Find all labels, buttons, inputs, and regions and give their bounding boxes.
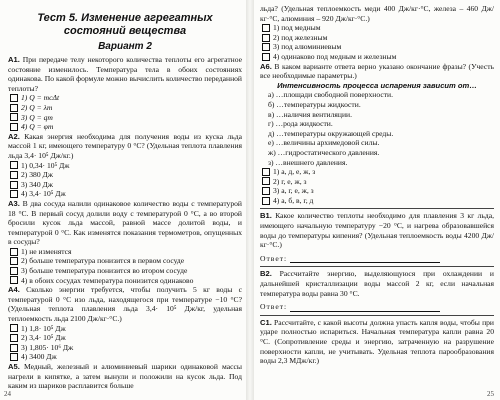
- checkbox[interactable]: [10, 123, 18, 131]
- option-label: 4) 3,4· 10⁵ Дж: [21, 189, 66, 199]
- checkbox[interactable]: [10, 161, 18, 169]
- checkbox[interactable]: [10, 334, 18, 342]
- option-a1-1[interactable]: [10, 93, 242, 103]
- checkbox[interactable]: [10, 257, 18, 265]
- list-item: д) …температуры окружающей среды.: [268, 128, 394, 138]
- answer-label: Ответ:: [260, 253, 288, 263]
- question-text: Медный, железный и алюминиевый шарики одинаковой массы нагрели в кипятке, а затем вынули и положили на кусок льда. Под каким из шариков расплавится больше: [8, 362, 242, 391]
- option-a3-2[interactable]: [10, 256, 242, 266]
- option-label: 4) в обоих сосудах температура понизится одинаково: [21, 275, 194, 285]
- checkbox[interactable]: [262, 34, 270, 42]
- divider: [260, 208, 494, 209]
- question-c1: [260, 318, 494, 366]
- checkbox[interactable]: [10, 324, 18, 332]
- checkbox[interactable]: [10, 353, 18, 361]
- option-label: 1) не изменятся: [21, 246, 72, 256]
- option-label: 3) под алюминиевым: [273, 42, 342, 52]
- divider: [260, 266, 494, 267]
- checkbox[interactable]: [262, 43, 270, 51]
- left-page: [0, 0, 246, 400]
- page-number: 25: [487, 390, 494, 398]
- option-a6-3[interactable]: [262, 186, 494, 196]
- checkbox[interactable]: [10, 248, 18, 256]
- option-label: 2) под железным: [273, 32, 328, 42]
- question-number: А5.: [8, 362, 20, 371]
- list-item: в) …наличия вентиляции.: [268, 109, 352, 119]
- option-a4-4[interactable]: [10, 352, 242, 362]
- page-number: 24: [4, 390, 11, 398]
- question-b2: [260, 269, 494, 298]
- checkbox[interactable]: [262, 177, 270, 185]
- option-label: 2) больше температура понизится в первом сосуде: [21, 256, 185, 266]
- checkbox[interactable]: [10, 181, 18, 189]
- option-label: 1) Q = mcΔt: [21, 93, 60, 103]
- question-a1: [8, 55, 242, 93]
- question-a3: [8, 199, 242, 247]
- option-label: 4) а, б, в, г, д: [273, 195, 314, 205]
- test-title: Тест 5. Изменение агрегатных состояний вещества: [37, 12, 213, 37]
- checkbox[interactable]: [262, 24, 270, 32]
- question-text: Рассчитайте, с какой высоты должна упасть капля воды, чтобы при ударе полностью испариться. Начальная температура капли равна 20 °С. (Сопротивление среды и энергию, затраченную на разрушение поверхности капли, не учитывать. Удельная теплота парообразования воды 2,3 МДж/кг.): [260, 317, 494, 366]
- question-number: А6.: [260, 61, 272, 71]
- option-label: 4) Q = φm: [21, 122, 54, 132]
- question-number: А2.: [8, 131, 20, 141]
- option-label: 2) 3,4· 10⁵ Дж: [21, 333, 66, 343]
- question-text: Рассчитайте энергию, выделяющуюся при охлаждении и дальнейшей кристаллизации воды массой 2 кг, если начальная температура воды равна 30 °С.: [260, 269, 494, 298]
- option-a2-3[interactable]: [10, 180, 242, 190]
- option-label: 2) г, е, ж, з: [273, 176, 307, 186]
- book-gutter: [246, 0, 254, 400]
- question-a5: [8, 362, 242, 391]
- question-a5-continued: льда? (Удельная теплоемкость меди 400 Дж/кг·°С, железа – 460 Дж/кг·°С, алюминия – 920 Дж/кг·°С.): [260, 4, 494, 23]
- question-a6: [260, 62, 494, 81]
- option-a5-4[interactable]: [262, 52, 494, 62]
- checkbox[interactable]: [10, 267, 18, 275]
- option-label: 3) а, г, е, ж, з: [273, 186, 314, 196]
- option-a1-3[interactable]: [10, 113, 242, 123]
- question-a6-lead: Интенсивность процесса испарения зависит от…: [277, 80, 477, 90]
- checkbox[interactable]: [262, 197, 270, 205]
- checkbox[interactable]: [262, 168, 270, 176]
- option-label: 1) 0,34· 10⁵ Дж: [21, 160, 70, 170]
- option-a3-3[interactable]: [10, 266, 242, 276]
- question-number: А4.: [8, 285, 20, 295]
- option-label: 3) 340 Дж: [21, 179, 53, 189]
- option-a5-2[interactable]: [262, 33, 494, 43]
- question-b1: [260, 211, 494, 249]
- question-a2: [8, 132, 242, 161]
- checkbox[interactable]: [10, 190, 18, 198]
- question-text: В каком варианте ответа верно указано окончание фразы? (Учесть все необходимые параметры.): [260, 61, 494, 81]
- option-label: 4) одинаково под медным и железным: [273, 51, 397, 61]
- option-label: 2) 380 Дж: [21, 170, 53, 180]
- checkbox[interactable]: [10, 171, 18, 179]
- option-a5-1[interactable]: [262, 23, 494, 33]
- list-item: е) …величины архимедовой силы.: [268, 138, 380, 148]
- option-a4-1[interactable]: [10, 324, 242, 334]
- right-page-content: [260, 4, 494, 366]
- option-a6-1[interactable]: [262, 167, 494, 177]
- answer-label: Ответ:: [260, 302, 288, 312]
- checkbox[interactable]: [10, 113, 18, 121]
- option-a5-3[interactable]: [262, 42, 494, 52]
- question-number: В1.: [260, 211, 272, 221]
- question-number: В2.: [260, 269, 272, 279]
- option-a2-1[interactable]: [10, 161, 242, 171]
- question-number: А1.: [8, 55, 20, 64]
- question-number: С1.: [260, 317, 272, 327]
- variant-title: Вариант 2: [98, 41, 152, 52]
- list-item: б) …температуры жидкости.: [268, 99, 361, 109]
- option-label: 4) 3400 Дж: [21, 352, 57, 362]
- question-text: При передаче телу некоторого количества теплоты его агрегатное состояние изменилось. Температура тела в обоих состояниях одинакова. По какой формуле можно вычислить количество переданной теплоты?: [8, 55, 242, 93]
- divider: [260, 315, 494, 316]
- checkbox[interactable]: [10, 94, 18, 102]
- question-text: В два сосуда налили одинаковое количество воды с температурой 18 °С. В первый сосуд долили воду с температурой 0 °С, а во второй бросили кусок льда массой, равной массе долитой воды, и температурой 0 °С. Как изменятся показания термометров, опущенных в сосуды?: [8, 198, 242, 247]
- list-item: ж) …гидростатического давления.: [268, 147, 380, 157]
- option-a3-4[interactable]: [10, 276, 242, 286]
- option-a2-4[interactable]: [10, 189, 242, 199]
- question-text: Какая энергия необходима для получения воды из куска льда массой 1 кг, имеющего температуру 0 °С? (Удельная теплота плавления льда 3,4· 10⁵ Дж/кг.): [8, 131, 242, 160]
- checkbox[interactable]: [262, 53, 270, 61]
- option-label: 3) больше температура понизится во втором сосуде: [21, 266, 188, 276]
- option-a4-2[interactable]: [10, 333, 242, 343]
- question-a4: [8, 285, 242, 323]
- checkbox[interactable]: [10, 344, 18, 352]
- left-page-content: [8, 6, 242, 391]
- option-a3-1[interactable]: [10, 247, 242, 257]
- list-item: г) …рода жидкости.: [268, 119, 333, 129]
- option-a6-4[interactable]: [262, 196, 494, 206]
- checkbox[interactable]: [10, 276, 18, 284]
- option-label: 1) 1,8· 10⁵ Дж: [21, 323, 66, 333]
- question-text: Сколько энергии требуется, чтобы получить 5 кг воды с температурой 0 °С изо льда, находящегося при температуре −10 °С? (Удельная теплота плавления льда 3,4· 10⁵ Дж/кг, удельная теплоемкость льда 2100 Дж/кг·°С.): [8, 285, 242, 324]
- option-label: 1) а, д, е, ж, з: [273, 167, 316, 177]
- a6-statement-list: [268, 90, 494, 167]
- option-a6-2[interactable]: [262, 177, 494, 187]
- answer-field-b1[interactable]: [260, 254, 494, 264]
- option-label: 3) 1,805· 10⁶ Дж: [21, 342, 74, 352]
- list-item: а) …площади свободной поверхности.: [268, 90, 393, 100]
- answer-line[interactable]: [290, 255, 440, 263]
- answer-line[interactable]: [290, 304, 440, 312]
- checkbox[interactable]: [262, 187, 270, 195]
- question-number: А3.: [8, 198, 20, 208]
- right-page: [254, 0, 500, 400]
- answer-field-b2[interactable]: [260, 302, 494, 312]
- option-a1-4[interactable]: [10, 122, 242, 132]
- option-label: 1) под медным: [273, 23, 321, 33]
- checkbox[interactable]: [10, 104, 18, 112]
- question-text: Какое количество теплоты необходимо для плавления 3 кг льда, имеющего начальную температуру −20 °С, и нагрева образовавшейся воды до температуры кипения? (Удельная теплоемкость воды 4200 Дж/кг·°С.): [260, 211, 494, 250]
- option-label: 2) Q = λm: [21, 102, 53, 112]
- list-item: з) …внешнего давления.: [268, 157, 348, 167]
- option-a2-2[interactable]: [10, 170, 242, 180]
- option-label: 3) Q = qm: [21, 112, 53, 122]
- option-a1-2[interactable]: [10, 103, 242, 113]
- option-a4-3[interactable]: [10, 343, 242, 353]
